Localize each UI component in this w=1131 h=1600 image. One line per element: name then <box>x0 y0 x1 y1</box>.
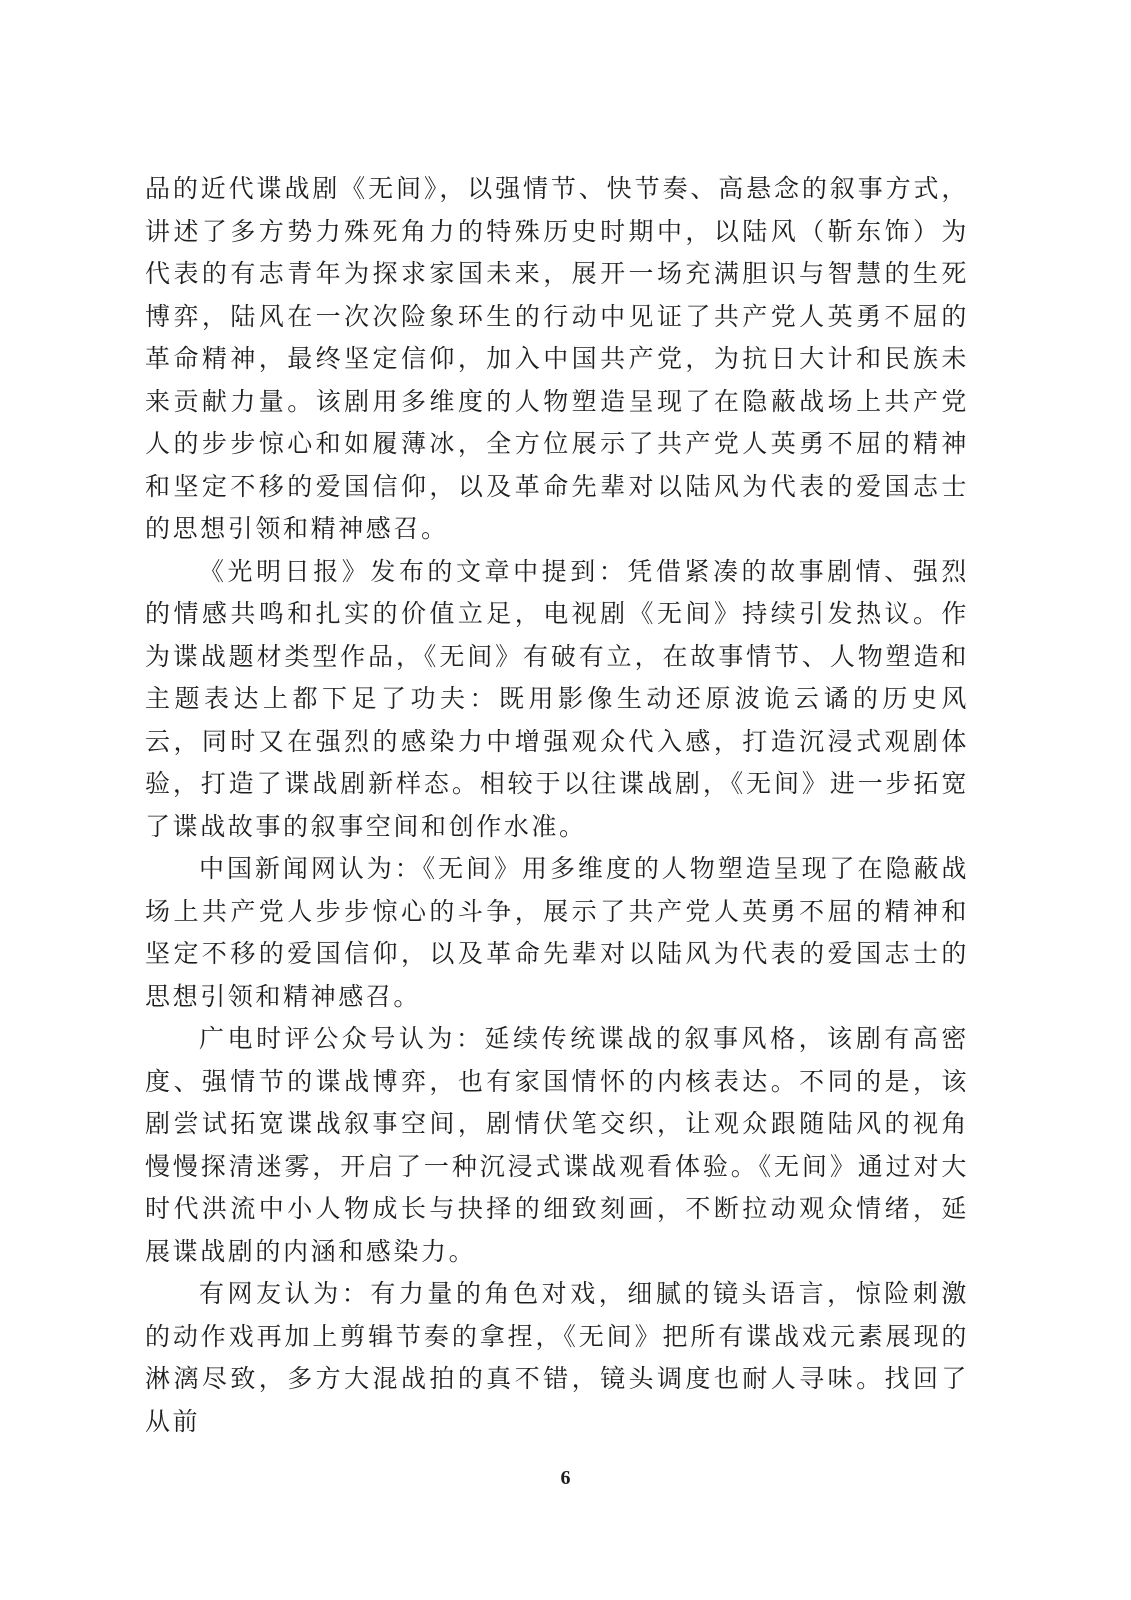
paragraph-guangming-daily: 《光明日报》发布的文章中提到：凭借紧凑的故事剧情、强烈的情感共鸣和扎实的价值立足，电视剧《无间》持续引发热议。作为谍战题材类型作品，《无间》有破有立，在故事情节、人物塑造和主题表达上都下足了功夫：既用影像生动还原波诡云谲的历史风云，同时又在强烈的感染力中增强观众代入感，打造沉浸式观剧体验，打造了谍战剧新样态。相较于以往谍战剧，《无间》进一步拓宽了谍战故事的叙事空间和创作水准。 <box>145 556 969 841</box>
document-body <box>145 168 969 1443</box>
paragraph-continuation: 品的近代谍战剧《无间》，以强情节、快节奏、高悬念的叙事方式，讲述了多方势力殊死角力的特殊历史时期中，以陆风（靳东饰）为代表的有志青年为探求家国未来，展开一场充满胆识与智慧的生死博弈，陆风在一次次险象环生的行动中见证了共产党人英勇不屈的革命精神，最终坚定信仰，加入中国共产党，为抗日大计和民族未来贡献力量。该剧用多维度的人物塑造呈现了在隐蔽战场上共产党人的步步惊心和如履薄冰，全方位展示了共产党人英勇不屈的精神和坚定不移的爱国信仰，以及革命先辈对以陆风为代表的爱国志士的思想引领和精神感召。 <box>145 174 969 543</box>
paragraph-china-news: 中国新闻网认为：《无间》用多维度的人物塑造呈现了在隐蔽战场上共产党人步步惊心的斗争，展示了共产党人英勇不屈的精神和坚定不移的爱国信仰，以及革命先辈对以陆风为代表的爱国志士的思想引领和精神感召。 <box>145 854 969 1011</box>
paragraph-netizen: 有网友认为：有力量的角色对戏，细腻的镜头语言，惊险刺激的动作戏再加上剪辑节奏的拿捏，《无间》把所有谍战戏元素展现的淋漓尽致，多方大混战拍的真不错，镜头调度也耐人寻味。找回了从前 <box>145 1279 969 1436</box>
paragraph-broadcast-review: 广电时评公众号认为：延续传统谍战的叙事风格，该剧有高密度、强情节的谍战博弈，也有家国情怀的内核表达。不同的是，该剧尝试拓宽谍战叙事空间，剧情伏笔交织，让观众跟随陆风的视角慢慢探清迷雾，开启了一种沉浸式谍战观看体验。《无间》通过对大时代洪流中小人物成长与抉择的细致刻画，不断拉动观众情绪，延展谍战剧的内涵和感染力。 <box>145 1024 969 1266</box>
page-number: 6 <box>560 1467 571 1489</box>
